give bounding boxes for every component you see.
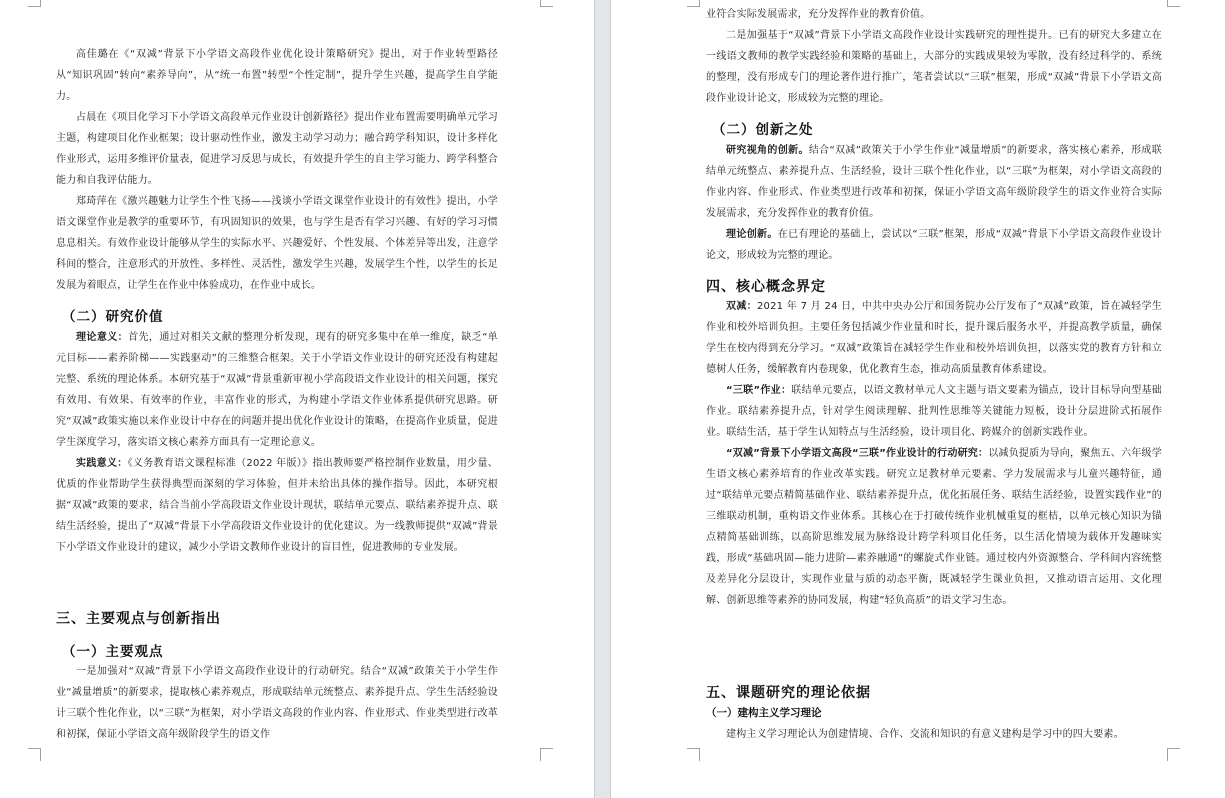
heading-section-5: 五、课题研究的理论依据 (706, 685, 871, 701)
paragraph-innovation-theory: 理论创新。在已有理论的基础上，尝试以“三联”框架，形成“双减”背景下小学语文高段作业设计论文，形成较为完整的理论。 (706, 229, 1163, 261)
heading-main-views: （一）主要观点 (62, 644, 164, 660)
label-action-research: “双减”背景下小学语文高段“三联”作业设计的行动研究： (726, 448, 989, 459)
page-corner-mark (540, 748, 553, 761)
heading-innovation: （二）创新之处 (712, 122, 814, 138)
paragraph-continuation: 业符合实际发展需求，充分发挥作业的教育价值。 (706, 9, 931, 20)
label-innovation-theory: 理论创新。 (726, 229, 778, 240)
label-theory: 理论意义： (76, 332, 129, 343)
page-corner-mark (687, 748, 700, 761)
paragraph-main-views: 一是加强对“双减”背景下小学语文高段作业设计的行动研究。结合“双减”政策关于小学生作业“减量增质”的新要求，提取核心素养观点，形成联结单元统整点、素养提升点、学生生活经验设计三联个性化作业，以“三联”为框架，对小学语文高段的作业内容、作业形式、作业类型进行改革和初探，保证小学语文高年级阶段学生的语文作 (56, 666, 498, 740)
label-sanlian: “三联”作业： (726, 385, 792, 396)
paragraph-innovation-view: 研究视角的创新。结合“双减”政策关于小学生作业“减量增质”的新要求，落实核心素养，形成联结单元统整点、素养提升点、生活经验，设计三联个性化作业，以“三联”为框架，对小学语文高段的作业内容、作业形式、作业类型进行改革和初探，保证小学语文高年级阶段学生的语文作业符合实际发展需求，充分发挥作业的教育价值。 (706, 145, 1162, 219)
heading-section-3: 三、主要观点与创新指出 (56, 611, 221, 627)
heading-section-4: 四、核心概念界定 (706, 279, 826, 295)
paragraph-second-point: 二是加强基于“双减”背景下小学语文高段作业设计实践研究的理性提升。已有的研究大多建立在一线语文教师的教学实践经验和策略的基础上，大部分的实践成果较为零散，没有经过科学的、系统的整理，没有形成专门的理论著作进行推广，笔者尝试以“三联”框架，形成“双减”背景下小学语文高段作业设计论文，形成较为完整的理论。 (706, 30, 1162, 104)
label-practice: 实践意义： (76, 458, 128, 469)
page-gap (594, 0, 611, 798)
label-innovation-view: 研究视角的创新。 (726, 145, 809, 156)
heading-research-value: （二）研究价值 (62, 309, 164, 325)
page-corner-mark (540, 0, 553, 7)
paragraph-sanlian: “三联”作业：联结单元要点，以语文教材单元人文主题与语文要素为锚点，设计目标导向型基础作业。联结素养提升点，针对学生阅读理解、批判性思维等关键能力短板，设计分层进阶式拓展作业。联结生活，基于学生认知特点与生活经验，设计项目化、跨媒介的创新实践作业。 (706, 385, 1163, 438)
heading-constructivism: （一）建构主义学习理论 (706, 707, 822, 719)
paragraph: 高佳璐在《“双减”背景下小学语文高段作业优化设计策略研究》提出，对于作业转型路径从“知识巩固”转向“素养导向”，从“统一布置”转型“个性定制”，提升学生兴趣，提高学生自学能力。 (56, 49, 498, 102)
label-shuangjian: 双减： (726, 301, 757, 312)
document-page-right (611, 0, 1225, 798)
document-page-left (0, 0, 594, 798)
page-corner-mark (687, 0, 700, 7)
page-corner-mark (28, 0, 41, 7)
page-corner-mark (1167, 748, 1180, 761)
paragraph-constructivism: 建构主义学习理论认为创建情境、合作、交流和知识的有意义建构是学习中的四大要素。 (726, 729, 1124, 740)
page-corner-mark (28, 748, 41, 761)
paragraph-shuangjian: 双减：2021 年 7 月 24 日，中共中央办公厅和国务院办公厅发布了“双减”政策，旨在减轻学生作业和校外培训负担。主要任务包括减少作业量和时长，提升课后服务水平，并提高教学质量，确保学生在校内得到充分学习。“双减”政策旨在减轻学生作业和校外培训负担，以落实党的教育方针和立德树人任务，缓解教育内卷现象，优化教育生态，推动高质量教育体系建设。 (706, 301, 1162, 375)
paragraph: 占晨在《项目化学习下小学语文高段单元作业设计创新路径》提出作业布置需要明确单元学习主题，构建项目化作业框架；设计驱动性作业，激发主动学习动力；融合跨学科知识，设计多样化作业形式，运用多维评价量表，促进学习反思与成长，有效提升学生的自主学习能力、跨学科整合能力和自我评估能力。 (56, 112, 498, 186)
paragraph-theory-significance: 理论意义：首先，通过对相关文献的整理分析发现，现有的研究多集中在单一维度，缺乏“单元目标——素养阶梯——实践驱动”的三维整合框架。关于小学语文作业设计的研究还没有构建起完整、系统的理论体系。本研究基于“双减”背景重新审视小学高段语文作业设计的相关问题，探究有效用、有效果、有效率的作业，丰富作业的形式，为构建小学语文作业体系提供研究思路。研究“双减”政策实施以来作业设计中存在的问题并提出优化作业设计的策略，在提高作业质量，促进学生深度学习，落实语文核心素养方面具有一定理论意义。 (56, 332, 498, 448)
paragraph-practice-significance: 实践意义：《义务教育语文课程标准（2022 年版）》指出教师要严格控制作业数量，用少量、优质的作业帮助学生获得典型而深刻的学习体验，但并未给出具体的操作指导。因此，本研究根据“双减”政策的要求，结合当前小学高段语文作业设计现状，联结单元要点、联结素养提升点、联结生活经验，提出了“双减”背景下小学高段语文作业设计的优化建议。为一线教师提供“双减”背景下小学语文作业设计的建议，减少小学语文教师作业设计的盲目性，促进教师的专业发展。 (56, 458, 498, 553)
paragraph-action-research: “双减”背景下小学语文高段“三联”作业设计的行动研究：以减负提质为导向，聚焦五、六年级学生语文核心素养培育的作业改革实践。研究立足教材单元要素、学力发展需求与儿童兴趣特征，通过“联结单元要点精简基础作业、联结素养提升点，优化拓展任务、联结生活经验，设置实践作业”的三维联动机制，重构语文作业体系。其核心在于打破传统作业机械重复的框桔，以单元核心知识为锚点精简基础训练，以高阶思维发展为脉络设计跨学科项目化任务，以生活化情境为载体开发趣味实践，形成“基础巩固—能力进阶—素养融通”的螺旋式作业链。通过校内外资源整合、学科间内容统整及差异化分层设计，实现作业量与质的动态平衡，既减轻学生课业负担，又推动语言运用、文化理解、创新思维等素养的协同发展，构建“轻负高质”的语文学习生态。 (706, 448, 1162, 606)
page-corner-mark (1167, 0, 1180, 7)
paragraph: 郑琦萍在《激兴趣魅力让学生个性飞扬——浅谈小学语文课堂作业设计的有效性》提出，小学语文课堂作业是教学的重要环节，有巩固知识的效果，也与学生是否有学习兴趣、有好的学习习惯息息相关。有效作业设计能够从学生的实际水平、兴趣爱好、个性发展、个体差异等出发，注意学科间的整合，注意形式的开放性、多样性、灵活性，激发学生兴趣，发展学生个性，以学生的长足发展为着眼点，让学生在作业中体验成功，在作业中成长。 (56, 196, 498, 291)
